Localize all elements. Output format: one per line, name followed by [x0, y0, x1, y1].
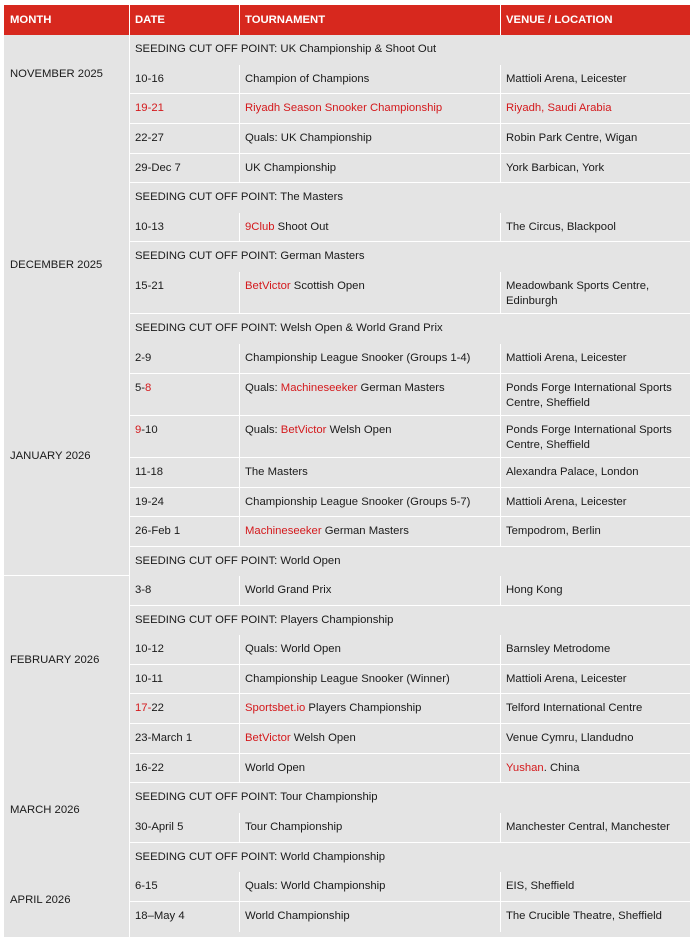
text-segment: Championship League Snooker (Groups 1-4) [245, 352, 471, 364]
date-cell [129, 576, 239, 606]
venue-cell [500, 65, 690, 94]
month-label: DECEMBER 2025 [10, 259, 103, 271]
venue-cell [500, 488, 690, 517]
column-divider [239, 416, 240, 458]
column-divider [500, 872, 501, 902]
column-divider [500, 416, 501, 458]
text-segment: 19-21 [135, 102, 164, 114]
column-divider [500, 65, 501, 94]
header-date: DATE [135, 14, 165, 26]
text-segment: Quals: World Open [245, 643, 341, 655]
text-segment: German Masters [321, 525, 409, 537]
text-segment: Mattioli Arena, Leicester [506, 73, 627, 85]
text-segment: World Grand Prix [245, 584, 332, 596]
column-divider [500, 902, 501, 932]
text-segment: 8 [145, 382, 152, 394]
text-segment: Centre, Sheffield [506, 439, 590, 451]
text-segment: 3-8 [135, 584, 152, 596]
column-divider [239, 65, 240, 94]
text-segment: Machineseeker [245, 525, 322, 537]
date-cell [129, 124, 239, 154]
seeding-cutoff-row: SEEDING CUT OFF POINT: World Championship [135, 851, 386, 863]
header-venue: VENUE / LOCATION [506, 14, 613, 26]
tournament-cell [239, 902, 500, 932]
text-segment: BetVictor [245, 732, 291, 744]
text-segment: Quals: [245, 424, 281, 436]
column-divider [500, 813, 501, 843]
venue-cell [500, 416, 690, 458]
venue-cell [500, 872, 690, 902]
venue-cell [500, 813, 690, 843]
tournament-cell [239, 272, 500, 314]
column-divider [239, 374, 240, 416]
text-segment: The Crucible Theatre, Sheffield [506, 910, 662, 922]
text-segment: Centre, Sheffield [506, 397, 590, 409]
text-segment: 10-11 [135, 673, 164, 685]
column-divider [500, 344, 501, 374]
text-segment: 29-Dec 7 [135, 162, 181, 174]
column-divider [239, 94, 240, 124]
column-divider [239, 754, 240, 783]
tournament-cell [239, 458, 500, 488]
text-segment: Venue Cymru, Llandudno [506, 732, 634, 744]
column-divider [500, 665, 501, 694]
month-column-divider [129, 35, 130, 937]
tournament-cell [239, 416, 500, 458]
seeding-cutoff-row: SEEDING CUT OFF POINT: German Masters [135, 250, 365, 262]
column-divider [239, 213, 240, 242]
date-cell [129, 458, 239, 488]
tournament-cell [239, 724, 500, 754]
text-segment: -10 [141, 424, 158, 436]
column-divider [239, 272, 240, 314]
tournament-cell [239, 576, 500, 606]
date-cell [129, 94, 239, 124]
tournament-cell [239, 124, 500, 154]
text-segment: 30-April 5 [135, 821, 184, 833]
text-segment: German Masters [357, 382, 445, 394]
column-divider [239, 124, 240, 154]
month-label: APRIL 2026 [10, 894, 71, 906]
text-segment: Tempodrom, Berlin [506, 525, 601, 537]
seeding-cutoff-row: SEEDING CUT OFF POINT: Players Championship [135, 614, 394, 626]
tournament-cell [239, 517, 500, 547]
tournament-cell [239, 213, 500, 242]
column-divider [239, 517, 240, 547]
text-segment: BetVictor [280, 424, 327, 436]
fixtures-table [4, 5, 690, 937]
venue-cell [500, 344, 690, 374]
text-segment: 11-18 [135, 466, 164, 478]
column-divider [500, 754, 501, 783]
text-segment: Robin Park Centre, Wigan [506, 132, 638, 144]
column-divider [239, 576, 240, 606]
text-segment: 10-12 [135, 643, 164, 655]
month-label: JANUARY 2026 [10, 450, 91, 462]
month-label: NOVEMBER 2025 [10, 68, 103, 80]
text-segment: 22-27 [135, 132, 164, 144]
column-divider [500, 724, 501, 754]
text-segment: 18–May 4 [135, 910, 185, 922]
text-segment: BetVictor [245, 280, 291, 292]
text-segment: 17- [135, 702, 152, 714]
text-segment: 10-16 [135, 73, 164, 85]
text-segment: Mattioli Arena, Leicester [506, 352, 627, 364]
column-divider [239, 458, 240, 488]
text-segment: Welsh Open [326, 424, 392, 436]
column-divider [500, 374, 501, 416]
column-divider [500, 213, 501, 242]
column-divider [500, 635, 501, 665]
seeding-cutoff-row: SEEDING CUT OFF POINT: World Open [135, 555, 341, 567]
text-segment: The Circus, Blackpool [506, 221, 616, 233]
text-segment: 5- [135, 382, 146, 394]
venue-cell [500, 665, 690, 694]
text-segment: 22 [151, 702, 164, 714]
date-cell [129, 902, 239, 932]
date-cell [129, 872, 239, 902]
column-divider [500, 94, 501, 124]
text-segment: 9Club [245, 221, 275, 233]
tournament-cell [239, 65, 500, 94]
text-segment: Hong Kong [506, 584, 563, 596]
date-cell [129, 488, 239, 517]
venue-cell [500, 374, 690, 416]
seeding-cutoff-row: SEEDING CUT OFF POINT: Welsh Open & World Grand Prix [135, 322, 443, 334]
venue-cell [500, 124, 690, 154]
tournament-cell [239, 344, 500, 374]
column-divider [500, 458, 501, 488]
seeding-cutoff-row: SEEDING CUT OFF POINT: Tour Championship [135, 791, 378, 803]
text-segment: The Masters [245, 466, 308, 478]
venue-cell [500, 902, 690, 932]
text-segment: 9 [135, 424, 142, 436]
text-segment: Tour Championship [245, 821, 343, 833]
venue-cell [500, 694, 690, 724]
month-divider [4, 575, 129, 576]
text-segment: Riyadh, Saudi Arabia [506, 102, 612, 114]
column-divider [500, 154, 501, 183]
seeding-cutoff-row: SEEDING CUT OFF POINT: The Masters [135, 191, 343, 203]
column-divider [239, 694, 240, 724]
tournament-cell [239, 94, 500, 124]
text-segment: Barnsley Metrodome [506, 643, 611, 655]
text-segment: 2-9 [135, 352, 152, 364]
column-divider [239, 724, 240, 754]
text-segment: York Barbican, York [506, 162, 605, 174]
column-divider [239, 488, 240, 517]
tournament-cell [239, 665, 500, 694]
column-divider [239, 665, 240, 694]
venue-cell [500, 272, 690, 314]
date-cell [129, 754, 239, 783]
tournament-cell [239, 872, 500, 902]
tournament-cell [239, 754, 500, 783]
date-cell [129, 813, 239, 843]
text-segment: Champion of Champions [245, 73, 370, 85]
text-segment: UK Championship [245, 162, 337, 174]
venue-cell [500, 724, 690, 754]
text-segment: 6-15 [135, 880, 158, 892]
text-segment: 26-Feb 1 [135, 525, 181, 537]
text-segment: Sportsbet.io [245, 702, 306, 714]
date-cell [129, 213, 239, 242]
text-segment: Alexandra Palace, London [506, 466, 639, 478]
text-segment: Players Championship [305, 702, 422, 714]
text-segment: Ponds Forge International Sports [506, 382, 672, 394]
text-segment: Scottish Open [290, 280, 365, 292]
month-label: FEBRUARY 2026 [10, 654, 100, 666]
text-segment: Quals: UK Championship [245, 132, 372, 144]
date-cell [129, 517, 239, 547]
header-tournament: TOURNAMENT [245, 14, 326, 26]
text-segment: World Open [245, 762, 306, 774]
column-divider [239, 872, 240, 902]
text-segment: Welsh Open [290, 732, 356, 744]
text-segment: Meadowbank Sports Centre, [506, 280, 650, 292]
date-cell [129, 154, 239, 183]
text-segment: Telford International Centre [506, 702, 643, 714]
venue-cell [500, 458, 690, 488]
venue-cell [500, 94, 690, 124]
text-segment: Mattioli Arena, Leicester [506, 496, 627, 508]
text-segment: Mattioli Arena, Leicester [506, 673, 627, 685]
text-segment: Championship League Snooker (Winner) [245, 673, 450, 685]
text-segment: 19-24 [135, 496, 164, 508]
column-divider [500, 576, 501, 606]
text-segment: 15-21 [135, 280, 164, 292]
venue-cell [500, 754, 690, 783]
date-cell [129, 416, 239, 458]
date-cell [129, 665, 239, 694]
column-divider [239, 344, 240, 374]
tournament-cell [239, 154, 500, 183]
date-cell [129, 344, 239, 374]
tournament-cell [239, 635, 500, 665]
tournament-cell [239, 813, 500, 843]
date-cell [129, 635, 239, 665]
date-cell [129, 374, 239, 416]
tournament-cell [239, 694, 500, 724]
text-segment: EIS, Sheffield [506, 880, 575, 892]
text-segment: Championship League Snooker (Groups 5-7) [245, 496, 471, 508]
column-divider [500, 124, 501, 154]
text-segment: Manchester Central, Manchester [506, 821, 670, 833]
text-segment: World Championship [245, 910, 350, 922]
text-segment: Riyadh Season Snooker Championship [245, 102, 443, 114]
text-segment: Edinburgh [506, 295, 558, 307]
text-segment: Yushan [506, 762, 544, 774]
month-label: MARCH 2026 [10, 804, 80, 816]
text-segment: Ponds Forge International Sports [506, 424, 672, 436]
text-segment: . China [543, 762, 580, 774]
seeding-cutoff-row: SEEDING CUT OFF POINT: UK Championship & Shoot Out [135, 43, 437, 55]
date-cell [129, 694, 239, 724]
column-divider [239, 813, 240, 843]
text-segment: Quals: World Championship [245, 880, 386, 892]
tournament-cell [239, 488, 500, 517]
date-cell [129, 724, 239, 754]
text-segment: Machineseeker [280, 382, 358, 394]
column-divider [239, 635, 240, 665]
text-segment: 23-March 1 [135, 732, 193, 744]
column-divider [500, 488, 501, 517]
column-divider [500, 694, 501, 724]
column-divider [239, 902, 240, 932]
column-divider [500, 272, 501, 314]
venue-cell [500, 213, 690, 242]
column-divider [239, 154, 240, 183]
tournament-cell [239, 374, 500, 416]
venue-cell [500, 517, 690, 547]
text-segment: 10-13 [135, 221, 164, 233]
venue-cell [500, 635, 690, 665]
venue-cell [500, 576, 690, 606]
header-month: MONTH [10, 14, 52, 26]
text-segment: 16-22 [135, 762, 164, 774]
date-cell [129, 272, 239, 314]
column-divider [500, 517, 501, 547]
date-cell [129, 65, 239, 94]
table-header [4, 5, 690, 35]
venue-cell [500, 154, 690, 183]
text-segment: Shoot Out [274, 221, 329, 233]
text-segment: Quals: [245, 382, 281, 394]
